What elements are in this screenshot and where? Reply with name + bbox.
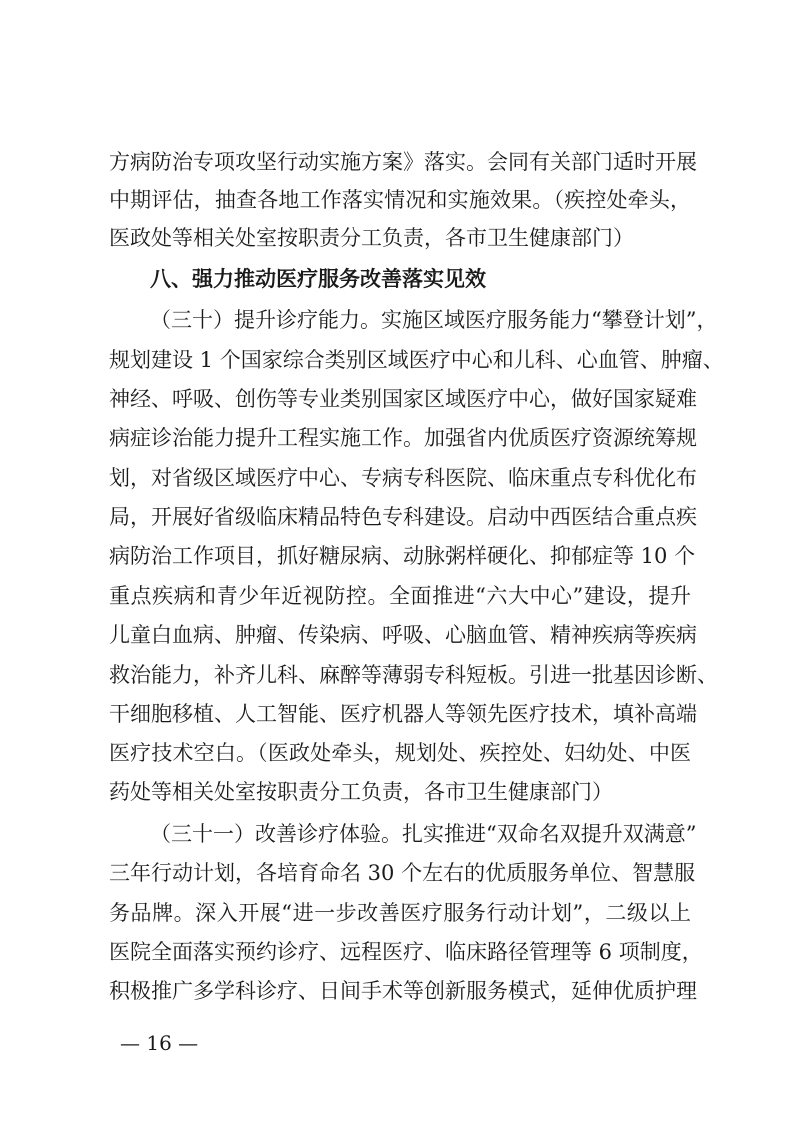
section-heading: 八、强力推动医疗服务改善落实见效 [150,267,486,291]
text-line: 病防治工作项目，抓好糖尿病、动脉粥样硬化、抑郁症等 10 个 [109,544,696,568]
text-line: 重点疾病和青少年近视防控。全面推进“六大中心”建设，提升 [109,584,691,608]
text-line: 儿童白血病、肿瘤、传染病、呼吸、心脑血管、精神疾病等疾病 [109,623,697,647]
text-line: 干细胞移植、人工智能、医疗机器人等领先医疗技术，填补高端 [109,702,697,726]
text-line: 中期评估，抽查各地工作落实情况和实施效果。（疾控处牵头， [109,188,691,212]
text-line: 局，开展好省级临床精品特色专科建设。启动中西医结合重点疾 [109,505,697,529]
text-line: 方病防治专项攻坚行动实施方案》落实。会同有关部门适时开展 [109,150,697,174]
text-line: （三十）提升诊疗能力。实施区域医疗服务能力“攀登计划”， [150,308,718,332]
text-line: 神经、呼吸、创伤等专业类别国家区域医疗中心，做好国家疑难 [109,387,697,411]
text-line: 医疗技术空白。（医政处牵头，规划处、疾控处、妇幼处、中医 [109,741,691,765]
text-line: 三年行动计划，各培育命名 30 个左右的优质服务单位、智慧服 [109,861,696,885]
text-line: 药处等相关处室按职责分工负责，各市卫生健康部门） [109,780,613,804]
text-line: 医政处等相关处室按职责分工负责，各市卫生健康部门） [109,226,634,250]
text-line: 病症诊治能力提升工程实施工作。加强省内优质医疗资源统筹规 [109,426,697,450]
text-line: 救治能力，补齐儿科、麻醉等薄弱专科短板。引进一批基因诊断、 [109,663,718,687]
text-line: 规划建设 1 个国家综合类别区域医疗中心和儿科、心血管、肿瘤、 [109,348,724,372]
text-line: 划，对省级区域医疗中心、专病专科医院、临床重点专科优化布 [109,466,697,490]
text-line: 积极推广多学科诊疗、日间手术等创新服务模式，延伸优质护理 [109,979,697,1003]
text-line: （三十一）改善诊疗体验。扎实推进“双命名双提升双满意” [150,822,697,846]
text-line: 医院全面落实预约诊疗、远程医疗、临床路径管理等 6 项制度， [109,940,703,964]
page-number: — 16 — [120,1031,199,1055]
text-line: 务品牌。深入开展“进一步改善医疗服务行动计划”，二级以上 [109,901,691,925]
